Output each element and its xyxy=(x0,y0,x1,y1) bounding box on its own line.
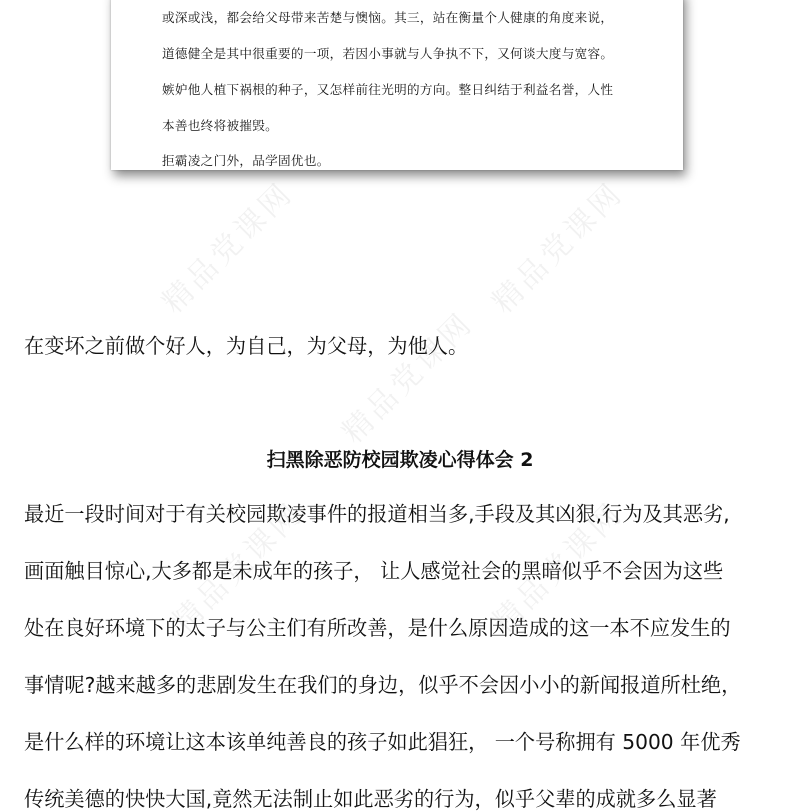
watermark: 精品党课网 xyxy=(485,495,631,641)
paragraph-line: 是什么样的环境让这本该单纯善良的孩子如此猖狂， 一个号称拥有 5000 年优秀 xyxy=(24,730,741,754)
card-text-line: 嫉妒他人植下祸根的种子，又怎样前往光明的方向。整日纠结于利益名誉，人性 xyxy=(162,82,614,97)
card-text-line: 拒霸凌之门外，品学固优也。 xyxy=(162,153,330,168)
paragraph-line: 画面触目惊心,大多都是未成年的孩子， 让人感觉社会的黑暗似乎不会因为这些 xyxy=(24,559,724,583)
paragraph-line: 事情呢?越来越多的悲剧发生在我们的身边，似乎不会因小小的新闻报道所杜绝， xyxy=(24,673,742,697)
watermark: 精品党课网 xyxy=(165,495,311,641)
paragraph-line: 传统美德的快快大国,竟然无法制止如此恶劣的行为，似乎父辈的成就多么显著 xyxy=(24,787,717,811)
card-text-line: 道德健全是其中很重要的一项，若因小事就与人争执不下，又何谈大度与宽容。 xyxy=(162,46,614,61)
card-text-line: 或深或浅，都会给父母带来苦楚与懊恼。其三，站在衡量个人健康的角度来说， xyxy=(162,10,614,25)
section-heading: 扫黑除恶防校园欺凌心得体会 2 xyxy=(266,449,534,471)
document-card xyxy=(111,0,683,170)
watermark: 精品党课网 xyxy=(485,175,631,321)
watermark: 精品党课网 xyxy=(155,175,301,321)
paragraph-line: 处在良好环境下的太子与公主们有所改善，是什么原因造成的这一本不应发生的 xyxy=(24,616,731,640)
watermark: 精品党课网 xyxy=(335,305,481,451)
card-text-line: 本善也终将被摧毁。 xyxy=(162,118,279,133)
paragraph-line: 最近一段时间对于有关校园欺凌事件的报道相当多,手段及其凶狠,行为及其恶劣, xyxy=(24,502,730,526)
closing-line: 在变坏之前做个好人，为自己，为父母，为他人。 xyxy=(24,334,469,358)
